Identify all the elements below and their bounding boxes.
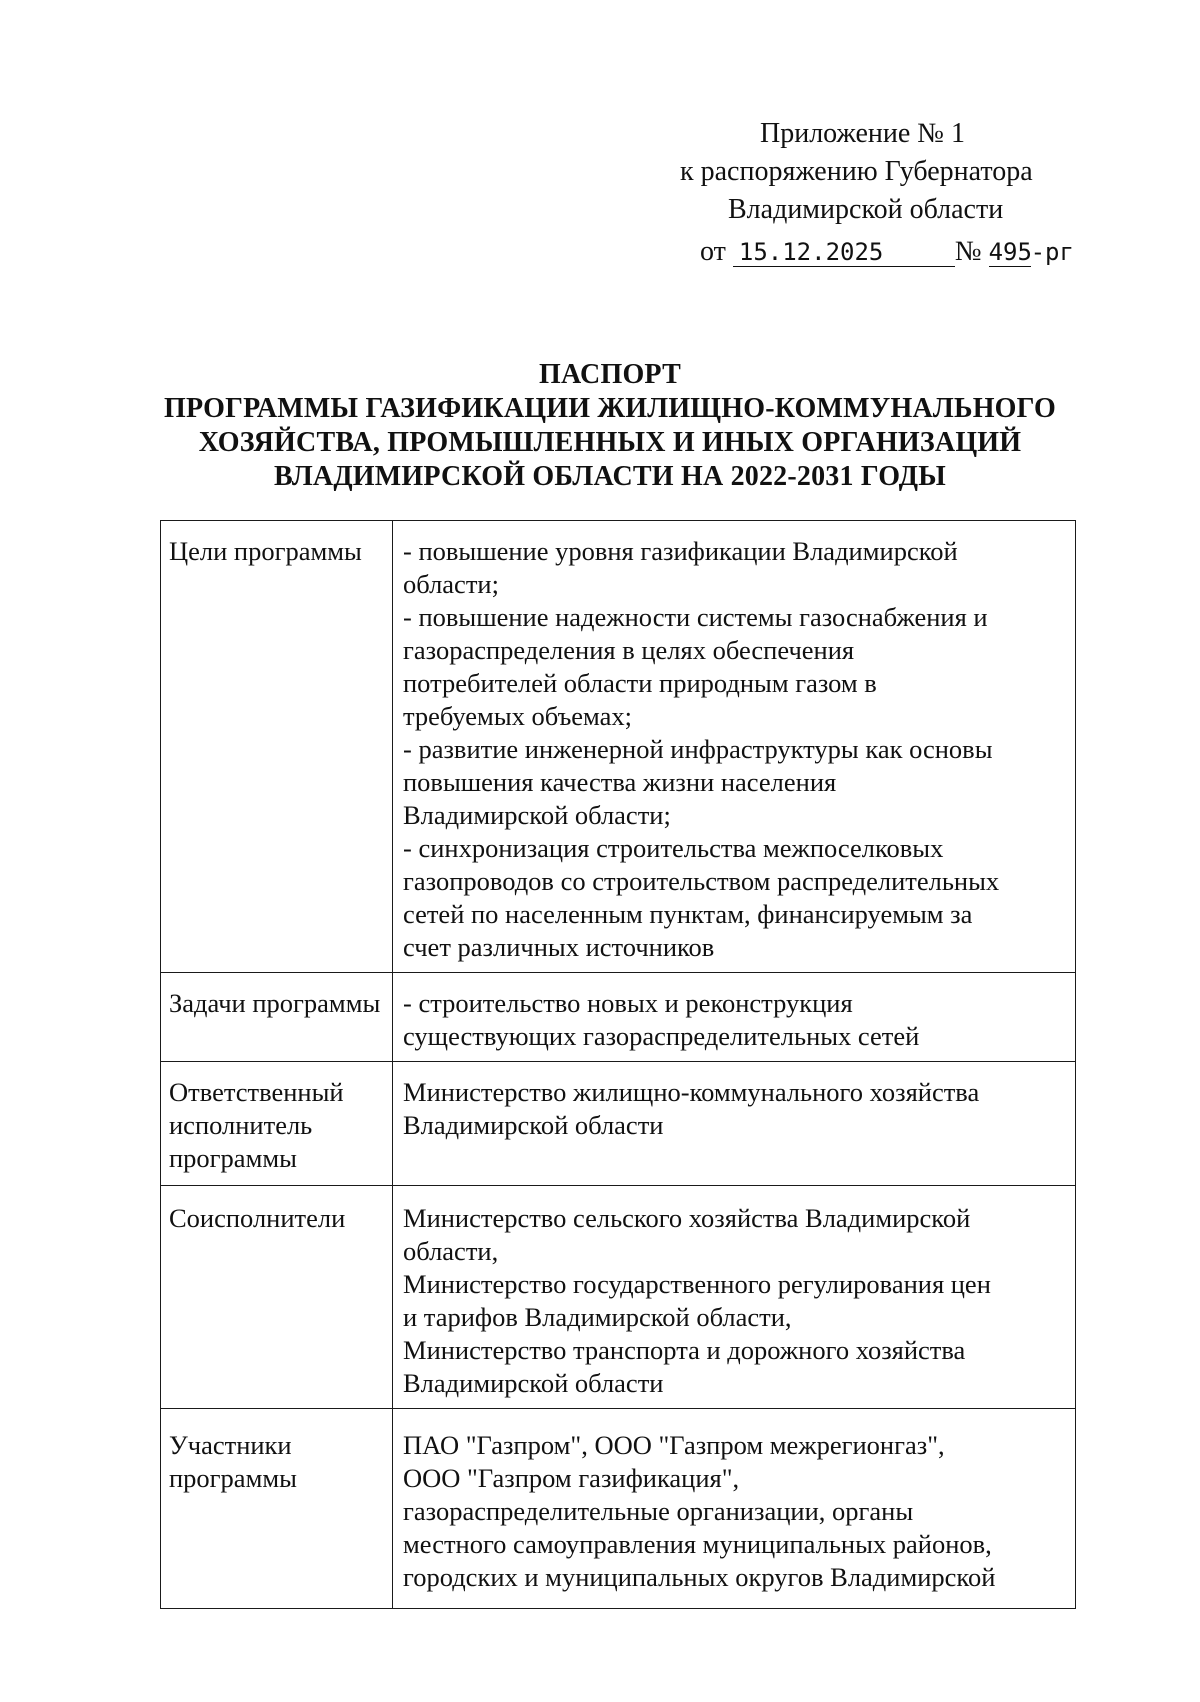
value-line: Министерство государственного регулирования цен (403, 1269, 991, 1299)
order-number: 495 (988, 238, 1032, 266)
value-line: - синхронизация строительства межпоселковых (403, 833, 944, 863)
appendix-header (660, 115, 1100, 271)
title-line-2: ПРОГРАММЫ ГАЗИФИКАЦИИ ЖИЛИЩНО-КОММУНАЛЬНОГО (164, 393, 1056, 424)
row-value (393, 1062, 1076, 1186)
table-row-goals (161, 521, 1076, 973)
from-label: от (700, 236, 726, 267)
appendix-date-number (660, 233, 1100, 271)
value-line: - строительство новых и реконструкция (403, 988, 853, 1018)
value-line: сетей по населенным пунктам, финансируемым за (403, 899, 973, 929)
value-line: Владимирской области (403, 1110, 664, 1140)
value-line: Министерство жилищно-коммунального хозяйства (403, 1077, 980, 1107)
value-line: ООО "Газпром газификация", (403, 1463, 740, 1493)
label-line: Задачи программы (169, 988, 381, 1018)
row-label (161, 1409, 393, 1609)
value-line: требуемых объемах; (403, 701, 633, 731)
document-title (130, 358, 1090, 494)
value-line: повышения качества жизни населения (403, 767, 837, 797)
number-label: № (954, 236, 982, 267)
value-line: газораспределения в целях обеспечения (403, 635, 855, 665)
title-line-3: ХОЗЯЙСТВА, ПРОМЫШЛЕННЫХ И ИНЫХ ОРГАНИЗАЦИЙ (198, 427, 1022, 458)
row-label (161, 1186, 393, 1409)
value-line: существующих газораспределительных сетей (403, 1021, 920, 1051)
value-line: Министерство транспорта и дорожного хозяйства (403, 1335, 966, 1365)
row-label (161, 973, 393, 1062)
label-line: исполнитель (169, 1110, 313, 1140)
label-line: программы (169, 1143, 297, 1173)
order-number-suffix: -рг (1030, 238, 1074, 266)
value-line: газопроводов со строительством распределительных (403, 866, 1000, 896)
label-line: программы (169, 1463, 297, 1493)
value-line: - повышение надежности системы газоснабжения и (403, 602, 988, 632)
label-line: Цели программы (169, 536, 362, 566)
row-value (393, 1409, 1076, 1609)
value-line: городских и муниципальных округов Владимирской (403, 1562, 996, 1592)
value-line: Владимирской области; (403, 800, 671, 830)
label-line: Ответственный (169, 1077, 344, 1107)
value-line: и тарифов Владимирской области, (403, 1302, 792, 1332)
table-row-participants (161, 1409, 1076, 1609)
title-line-1: ПАСПОРТ (539, 359, 681, 390)
appendix-region: Владимирской области (728, 194, 1004, 225)
label-line: Участники (169, 1430, 292, 1460)
title-line-4: ВЛАДИМИРСКОЙ ОБЛАСТИ НА 2022-2031 ГОДЫ (274, 461, 946, 492)
label-line: Соисполнители (169, 1203, 346, 1233)
appendix-reference: к распоряжению Губернатора (680, 156, 1033, 187)
row-value (393, 973, 1076, 1062)
passport-table (160, 520, 1076, 1609)
value-line: счет различных источников (403, 932, 715, 962)
value-line: Министерство сельского хозяйства Владимирской (403, 1203, 971, 1233)
value-line: местного самоуправления муниципальных районов, (403, 1529, 992, 1559)
table-row-tasks (161, 973, 1076, 1062)
value-line: области; (403, 569, 499, 599)
appendix-title: Приложение № 1 (760, 118, 965, 149)
order-date: 15.12.2025 (733, 238, 955, 267)
row-value (393, 1186, 1076, 1409)
table-row-co-executors (161, 1186, 1076, 1409)
value-line: - повышение уровня газификации Владимирской (403, 536, 958, 566)
value-line: области, (403, 1236, 499, 1266)
value-line: - развитие инженерной инфраструктуры как основы (403, 734, 993, 764)
value-line: ПАО "Газпром", ООО "Газпром межрегионгаз", (403, 1430, 945, 1460)
row-label (161, 1062, 393, 1186)
row-label (161, 521, 393, 973)
value-line: Владимирской области (403, 1368, 664, 1398)
value-line: газораспределительные организации, органы (403, 1496, 914, 1526)
row-value (393, 521, 1076, 973)
table-row-responsible (161, 1062, 1076, 1186)
value-line: потребителей области природным газом в (403, 668, 877, 698)
